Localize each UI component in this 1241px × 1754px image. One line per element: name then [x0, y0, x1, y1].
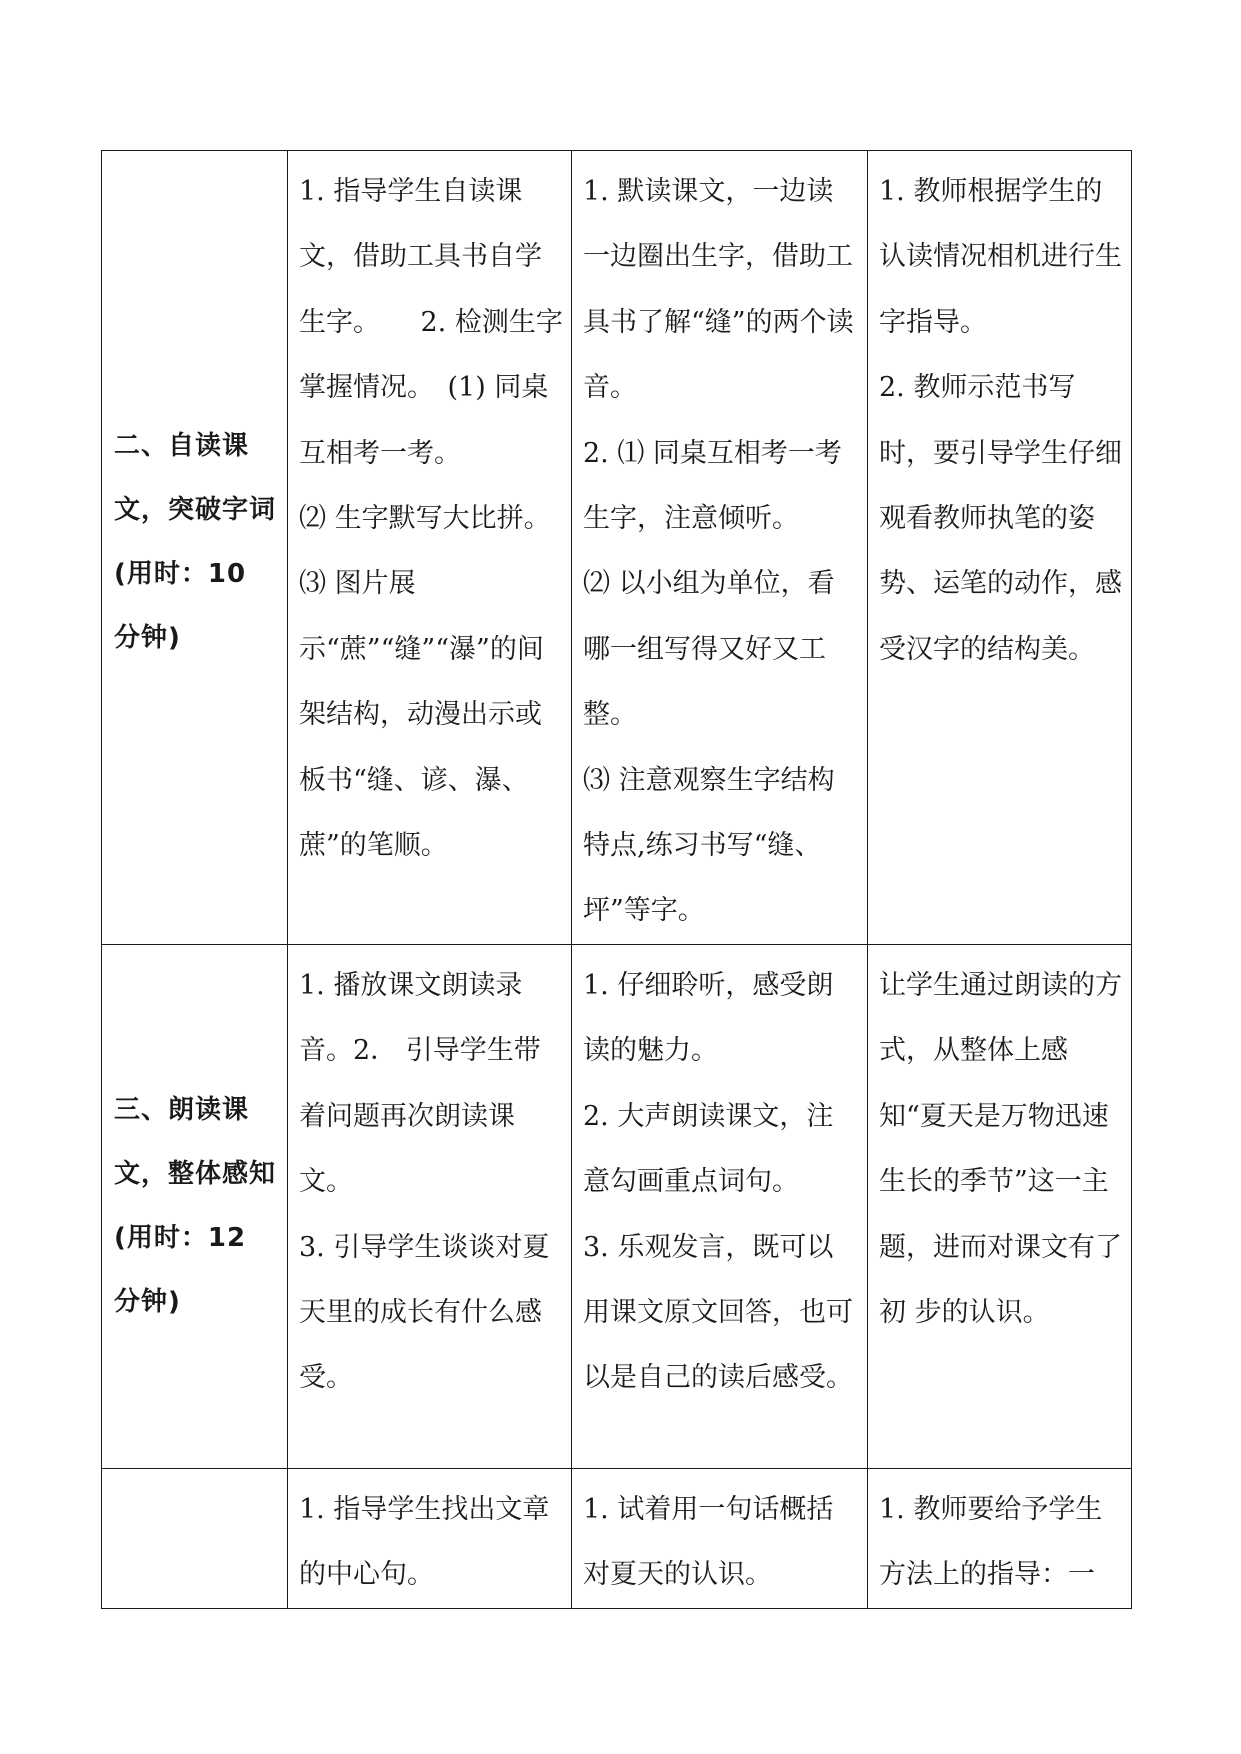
- student-activity-cell: [572, 1468, 868, 1608]
- student-activity-cell: [572, 151, 868, 945]
- design-intent-cell: [868, 1468, 1132, 1608]
- lesson-plan-table: [101, 150, 1132, 1609]
- table-row: [102, 944, 1132, 1468]
- design-intent-text: 1. 教师要给予学生方法上的指导：一: [879, 1493, 1103, 1591]
- teacher-activity-cell: [288, 151, 572, 945]
- design-intent-cell: [868, 944, 1132, 1468]
- stage-cell: [102, 151, 288, 945]
- student-activity-text: 1. 默读课文，一边读一边圈出生字，借助工具书了解“缝”的两个读音。: [583, 176, 854, 404]
- student-activity-text: ⑵ 以小组为单位，看哪一组写得又好又工整。: [583, 568, 835, 731]
- student-activity-text: 1. 试着用一句话概括对夏天的认识。: [583, 1493, 834, 1591]
- student-activity-text: 2. 大声朗读课文，注意勾画重点词句。: [583, 1100, 834, 1198]
- student-activity-text: ⑶ 注意观察生字结构特点,练习书写“缝、坪”等字。: [583, 764, 835, 927]
- stage-title: 三、朗读课文，整体感知(用时：12 分钟): [114, 1095, 277, 1318]
- teacher-activity-text: 1. 指导学生自读课文，借助工具书自学生字。 2. 检测生字掌握情况。 (1) 同桌互相考一考。: [299, 176, 563, 469]
- teacher-activity-cell: [288, 1468, 572, 1608]
- student-activity-text: 1. 仔细聆听，感受朗读的魅力。: [583, 969, 834, 1067]
- student-activity-cell: [572, 944, 868, 1468]
- design-intent-text: 1. 教师根据学生的认读情况相机进行生字指导。: [879, 176, 1122, 338]
- student-activity-text: 2. ⑴ 同桌互相考一考生字，注意倾听。: [583, 437, 842, 535]
- table-row: [102, 151, 1132, 945]
- teacher-activity-cell: [288, 944, 572, 1468]
- stage-cell: [102, 944, 288, 1468]
- design-intent-cell: [868, 151, 1132, 945]
- design-intent-text: 让学生通过朗读的方式，从整体上感知“夏天是万物迅速生长的季节”这一主题，进而对课文有了初 步的认识。: [879, 969, 1122, 1328]
- student-activity-text: 3. 乐观发言，既可以用课文原文回答，也可以是自己的读后感受。: [583, 1231, 853, 1394]
- teacher-activity-text: 1. 播放课文朗读录音。2． 引导学生带着问题再次朗读课文。: [299, 969, 541, 1198]
- teacher-activity-text: ⑶ 图片展示“蔗”“缝”“瀑”的间架结构，动漫出示或板书“缝、谚、瀑、蔗”的笔顺。: [299, 568, 544, 862]
- stage-cell: [102, 1468, 288, 1608]
- design-intent-text: 2. 教师示范书写时，要引导学生仔细观看教师执笔的姿势、运笔的动作，感受汉字的结构美。: [879, 372, 1122, 665]
- teacher-activity-text: ⑵ 生字默写大比拼。: [299, 503, 551, 535]
- teacher-activity-text: 1. 指导学生找出文章的中心句。: [299, 1493, 550, 1591]
- table-row: [102, 1468, 1132, 1608]
- stage-title: 二、自读课文，突破字词(用时：10 分钟): [114, 431, 277, 653]
- teacher-activity-text: 3. 引导学生谈谈对夏天里的成长有什么感受。: [299, 1231, 550, 1394]
